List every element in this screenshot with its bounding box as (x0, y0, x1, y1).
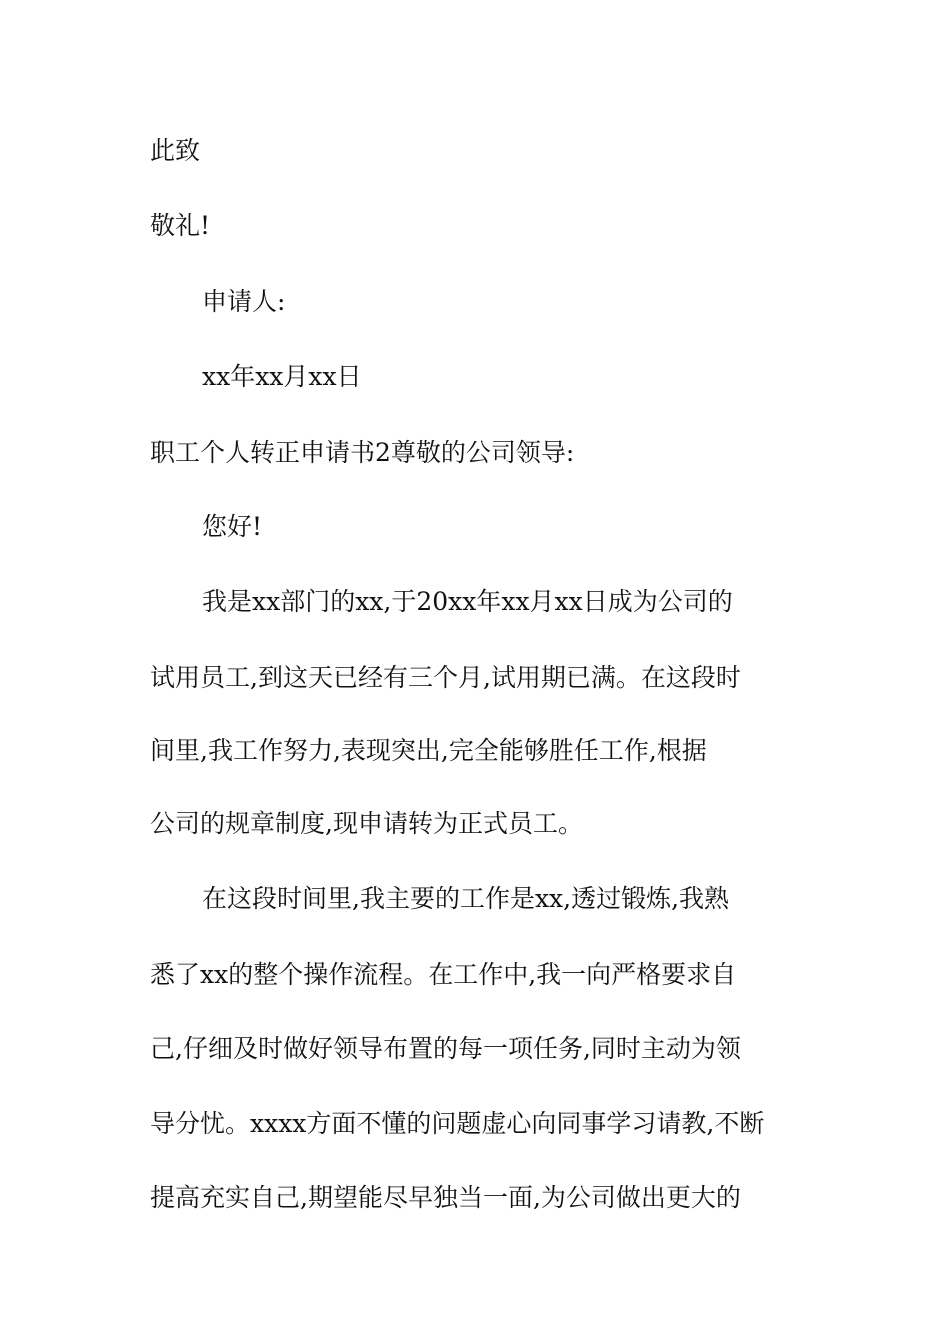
paragraph-1-line-4: 公司的规章制度,现申请转为正式员工。 (150, 809, 583, 838)
greeting: 您好! (202, 512, 263, 541)
paragraph-2-line-3: 己,仔细及时做好领导布置的每一项任务,同时主动为领 (150, 1034, 741, 1063)
paragraph-1-line-3: 间里,我工作努力,表现突出,完全能够胜任工作,根据 (150, 736, 707, 765)
paragraph-1-line-2: 试用员工,到这天已经有三个月,试用期已满。在这段时 (150, 663, 741, 692)
applicant-label: 申请人: (202, 287, 286, 316)
paragraph-2-line-2: 悉了xx的整个操作流程。在工作中,我一向严格要求自 (150, 960, 737, 989)
paragraph-2-line-5: 提高充实自己,期望能尽早独当一面,为公司做出更大的 (150, 1183, 741, 1212)
paragraph-2-line-4: 导分忧。xxxx方面不懂的问题虚心向同事学习请教,不断 (150, 1109, 765, 1138)
paragraph-1-line-1: 我是xx部门的xx,于20xx年xx月xx日成为公司的 (202, 587, 733, 616)
paragraph-2-line-1: 在这段时间里,我主要的工作是xx,透过锻炼,我熟 (202, 884, 730, 913)
letter-heading: 职工个人转正申请书2尊敬的公司领导: (150, 438, 575, 467)
salutation-closing: 敬礼! (150, 211, 211, 240)
closing-phrase: 此致 (150, 136, 201, 165)
date-line: xx年xx月xx日 (202, 362, 362, 391)
